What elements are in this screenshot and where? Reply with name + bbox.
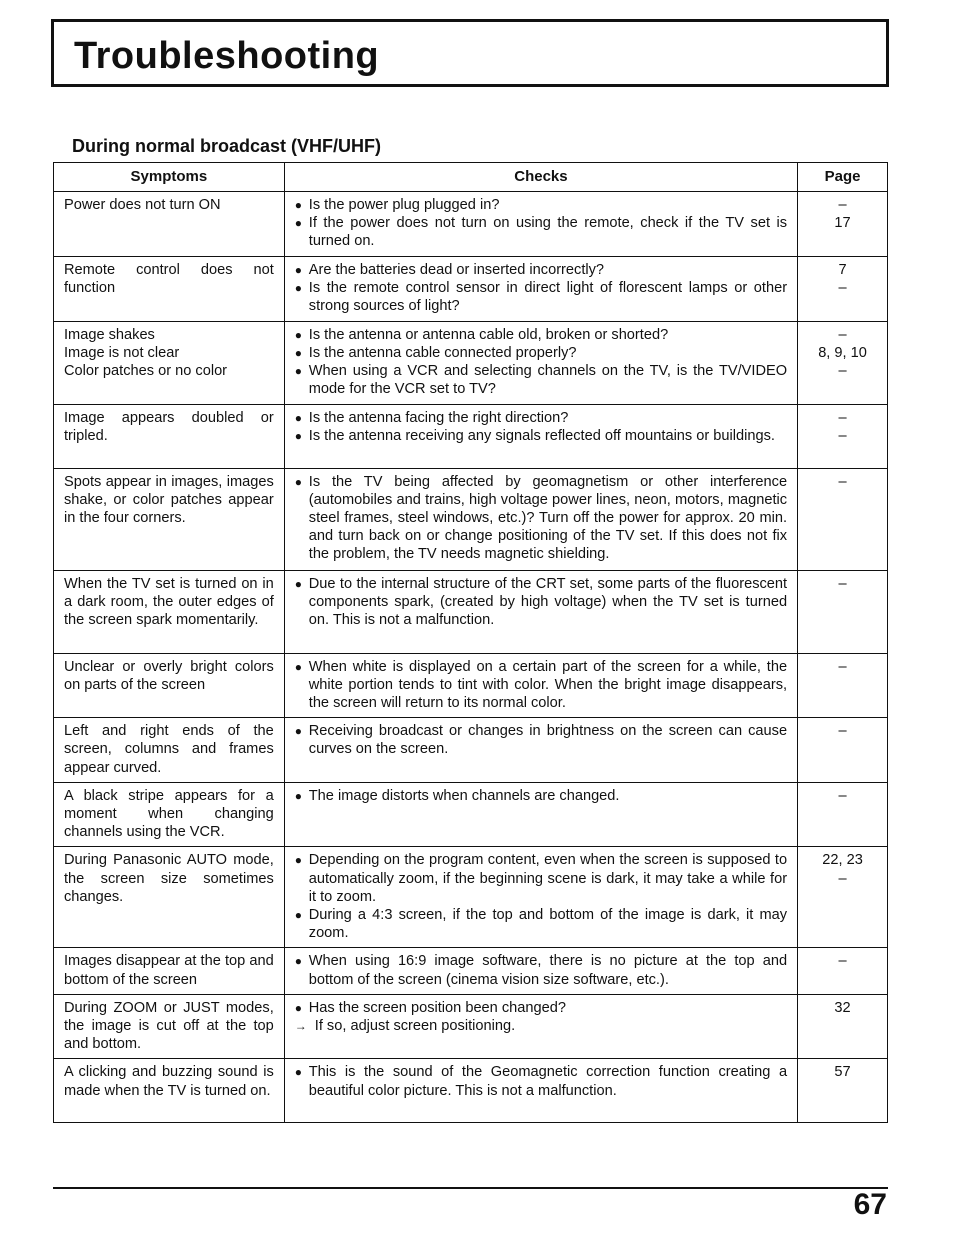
check-text: Is the antenna facing the right direction? [308,409,569,426]
check-text: When white is displayed on a certain part of the screen for a while, the white portion tends to tint with color. When the bright image disappears, the screen will return to its normal color. [308,658,788,712]
symptom-text: Image shakes [64,326,155,343]
check-text: Is the antenna or antenna cable old, broken or shorted? [308,326,669,343]
checks-cell [284,782,797,847]
table-row [54,718,888,783]
check-item [295,1063,787,1099]
bullet-icon: ● [294,364,303,379]
page-reference: 22, 23 [822,852,863,869]
symptom-cell [54,570,285,653]
check-item [295,344,787,362]
symptom-text: Remote control does not function [64,262,274,297]
bullet-icon: ● [294,1065,303,1080]
check-text: When using 16:9 image software, there is no picture at the top and bottom of the screen (cinema vision size software, etc.). [308,953,788,988]
bullet-icon: ● [294,724,303,739]
check-text: During a 4:3 screen, if the top and bottom of the image is dark, it may zoom. [308,907,788,942]
check-text: This is the sound of the Geomagnetic correction function creating a beautiful color picture. This is not a malfunction. [308,1064,788,1099]
check-text: Is the remote control sensor in direct light of florescent lamps or other strong sources of light? [308,280,788,315]
table-row [54,1059,888,1123]
page-title: Troubleshooting [74,35,380,77]
symptom-text: Image appears doubled or tripled. [64,409,274,444]
bullet-icon: ● [294,853,303,868]
bullet-icon: ● [294,659,303,674]
check-item [295,575,787,630]
symptom-text: Color patches or no color [64,363,228,380]
table-row [54,257,888,322]
page-cell [798,994,888,1059]
symptom-text: A black stripe appears for a moment when changing channels using the VCR. [64,787,274,841]
bullet-icon: ● [294,216,303,231]
page-reference: 8, 9, 10 [818,344,867,361]
symptom-text: Power does not turn ON [64,197,221,213]
check-text: Has the screen position been changed? [308,999,566,1016]
bullet-icon: ● [294,1000,303,1015]
check-text: Is the antenna cable connected properly? [308,344,577,361]
check-item [295,999,787,1017]
check-text: Receiving broadcast or changes in brightness on the screen can cause curves on the screen. [308,723,788,758]
page-cell [798,192,888,257]
bullet-icon: ● [294,281,303,296]
symptom-text: When the TV set is turned on in a dark room, the outer edges of the screen spark momentarily. [64,575,274,629]
troubleshooting-table [53,162,888,1123]
page-reference: – [838,326,847,343]
checks-cell [284,653,797,718]
bullet-icon: ● [294,474,303,489]
page-reference: – [838,723,847,740]
page-cell [798,321,888,404]
page-reference: – [838,363,847,380]
page-reference: – [838,575,847,592]
symptom-text: Images disappear at the top and bottom of the screen [64,953,274,988]
page-cell [798,1059,888,1123]
check-text: Depending on the program content, even when the screen is supposed to automatically zoom, if the beginning scene is dark, it may take a while for it to zoom. [308,852,788,905]
symptom-cell [54,718,285,783]
page-number: 67 [853,1188,887,1221]
page-reference: – [838,197,847,213]
symptom-cell [54,404,285,468]
page-cell [798,468,888,570]
check-text: Is the antenna receiving any signals reflected off mountains or buildings. [308,427,775,444]
bullet-icon: ● [294,788,303,803]
table-row [54,948,888,994]
page-reference: – [838,870,847,887]
bullet-icon: ● [294,576,303,591]
table-row [54,192,888,257]
checks-cell [284,468,797,570]
symptom-cell [54,1059,285,1123]
check-item [295,279,787,315]
page-cell [798,847,888,948]
bullet-icon: ● [294,954,303,969]
table-header-row [54,163,888,192]
bullet-icon: ● [294,327,303,342]
page-cell [798,718,888,783]
footer-rule [53,1187,888,1189]
check-text: Is the power plug plugged in? [308,197,500,213]
bullet-icon: ● [294,908,303,923]
bullet-icon: ● [294,428,303,443]
page-reference: 17 [834,215,851,232]
bullet-icon: ● [294,410,303,425]
check-item [295,326,787,344]
page-reference: – [838,953,847,970]
header-checks: Checks [284,163,797,192]
symptom-cell [54,321,285,404]
check-text: Are the batteries dead or inserted incorrectly? [308,262,605,278]
symptom-cell [54,782,285,847]
page-reference: 57 [834,1064,851,1081]
arrow-icon: → [294,1019,307,1034]
table-row [54,570,888,653]
header-page: Page [798,163,888,192]
page-reference: – [838,409,847,426]
checks-cell [284,192,797,257]
section-heading: During normal broadcast (VHF/UHF) [72,136,382,156]
page-reference: – [838,473,847,490]
bullet-icon: ● [294,345,303,360]
symptom-text: A clicking and buzzing sound is made when the TV is turned on. [64,1064,274,1099]
symptom-text: During Panasonic AUTO mode, the screen size sometimes changes. [64,852,274,905]
page-cell [798,782,888,847]
checks-cell [284,257,797,322]
page-cell [798,404,888,468]
check-item [295,658,787,713]
page-reference: 7 [838,262,847,278]
check-item [295,261,787,279]
check-followup [295,1017,787,1035]
page-cell [798,257,888,322]
check-item [295,196,787,214]
header-symptoms: Symptoms [54,163,285,192]
checks-cell [284,1059,797,1123]
check-text: The image distorts when channels are changed. [308,787,620,804]
checks-cell [284,404,797,468]
table-row [54,782,888,847]
page-reference: – [838,787,847,804]
check-item [295,427,787,445]
table-row [54,321,888,404]
check-item [295,362,787,398]
page-cell [798,653,888,718]
bullet-icon: ● [294,263,303,277]
checks-cell [284,994,797,1059]
check-item [295,851,787,906]
symptom-text: During ZOOM or JUST modes, the image is cut off at the top and bottom. [64,999,274,1053]
checks-cell [284,570,797,653]
symptom-text: Unclear or overly bright colors on parts of the screen [64,658,274,693]
checks-cell [284,718,797,783]
page-reference: – [838,427,847,444]
symptom-cell [54,192,285,257]
table-row [54,468,888,570]
page-reference: – [838,658,847,675]
symptom-cell [54,468,285,570]
symptom-cell [54,847,285,948]
checks-cell [284,948,797,994]
symptom-text: Image is not clear [64,344,180,361]
page-cell [798,948,888,994]
title-box [51,19,889,87]
check-item [295,214,787,250]
check-item [295,952,787,988]
page-reference: 32 [834,999,851,1016]
table-row [54,404,888,468]
check-text: Due to the internal structure of the CRT set, some parts of the fluorescent components spark, (created by high voltage) when the TV set is turned on. This is not a malfunction. [308,575,788,629]
symptom-text: Left and right ends of the screen, columns and frames appear curved. [64,723,274,776]
bullet-icon: ● [294,198,303,212]
check-text: When using a VCR and selecting channels on the TV, is the TV/VIDEO mode for the VCR set to TV? [308,363,788,398]
table-body [54,192,888,1123]
check-item [295,787,787,805]
check-text: Is the TV being affected by geomagnetism or other interference (automobiles and trains, high voltage power lines, neon, motors, magnetic steel frames, steel windows, etc.)? Turn off the power for approx. 20 min. and turn back on or change positioning of the TV set. If this does not fix the problem, the TV needs magnetic shielding. [308,473,788,563]
check-item [295,722,787,758]
page-reference: – [838,280,847,297]
check-item [295,906,787,942]
symptom-text: Spots appear in images, images shake, or color patches appear in the four corners. [64,473,274,527]
table-row [54,994,888,1059]
checks-cell [284,847,797,948]
page-cell [798,570,888,653]
symptom-cell [54,257,285,322]
symptom-cell [54,994,285,1059]
check-text: If the power does not turn on using the remote, check if the TV set is turned on. [308,215,788,250]
check-item [295,409,787,427]
table-row [54,653,888,718]
checks-cell [284,321,797,404]
symptom-cell [54,948,285,994]
check-text: If so, adjust screen positioning. [314,1018,516,1035]
symptom-cell [54,653,285,718]
check-item [295,473,787,564]
table-row [54,847,888,948]
